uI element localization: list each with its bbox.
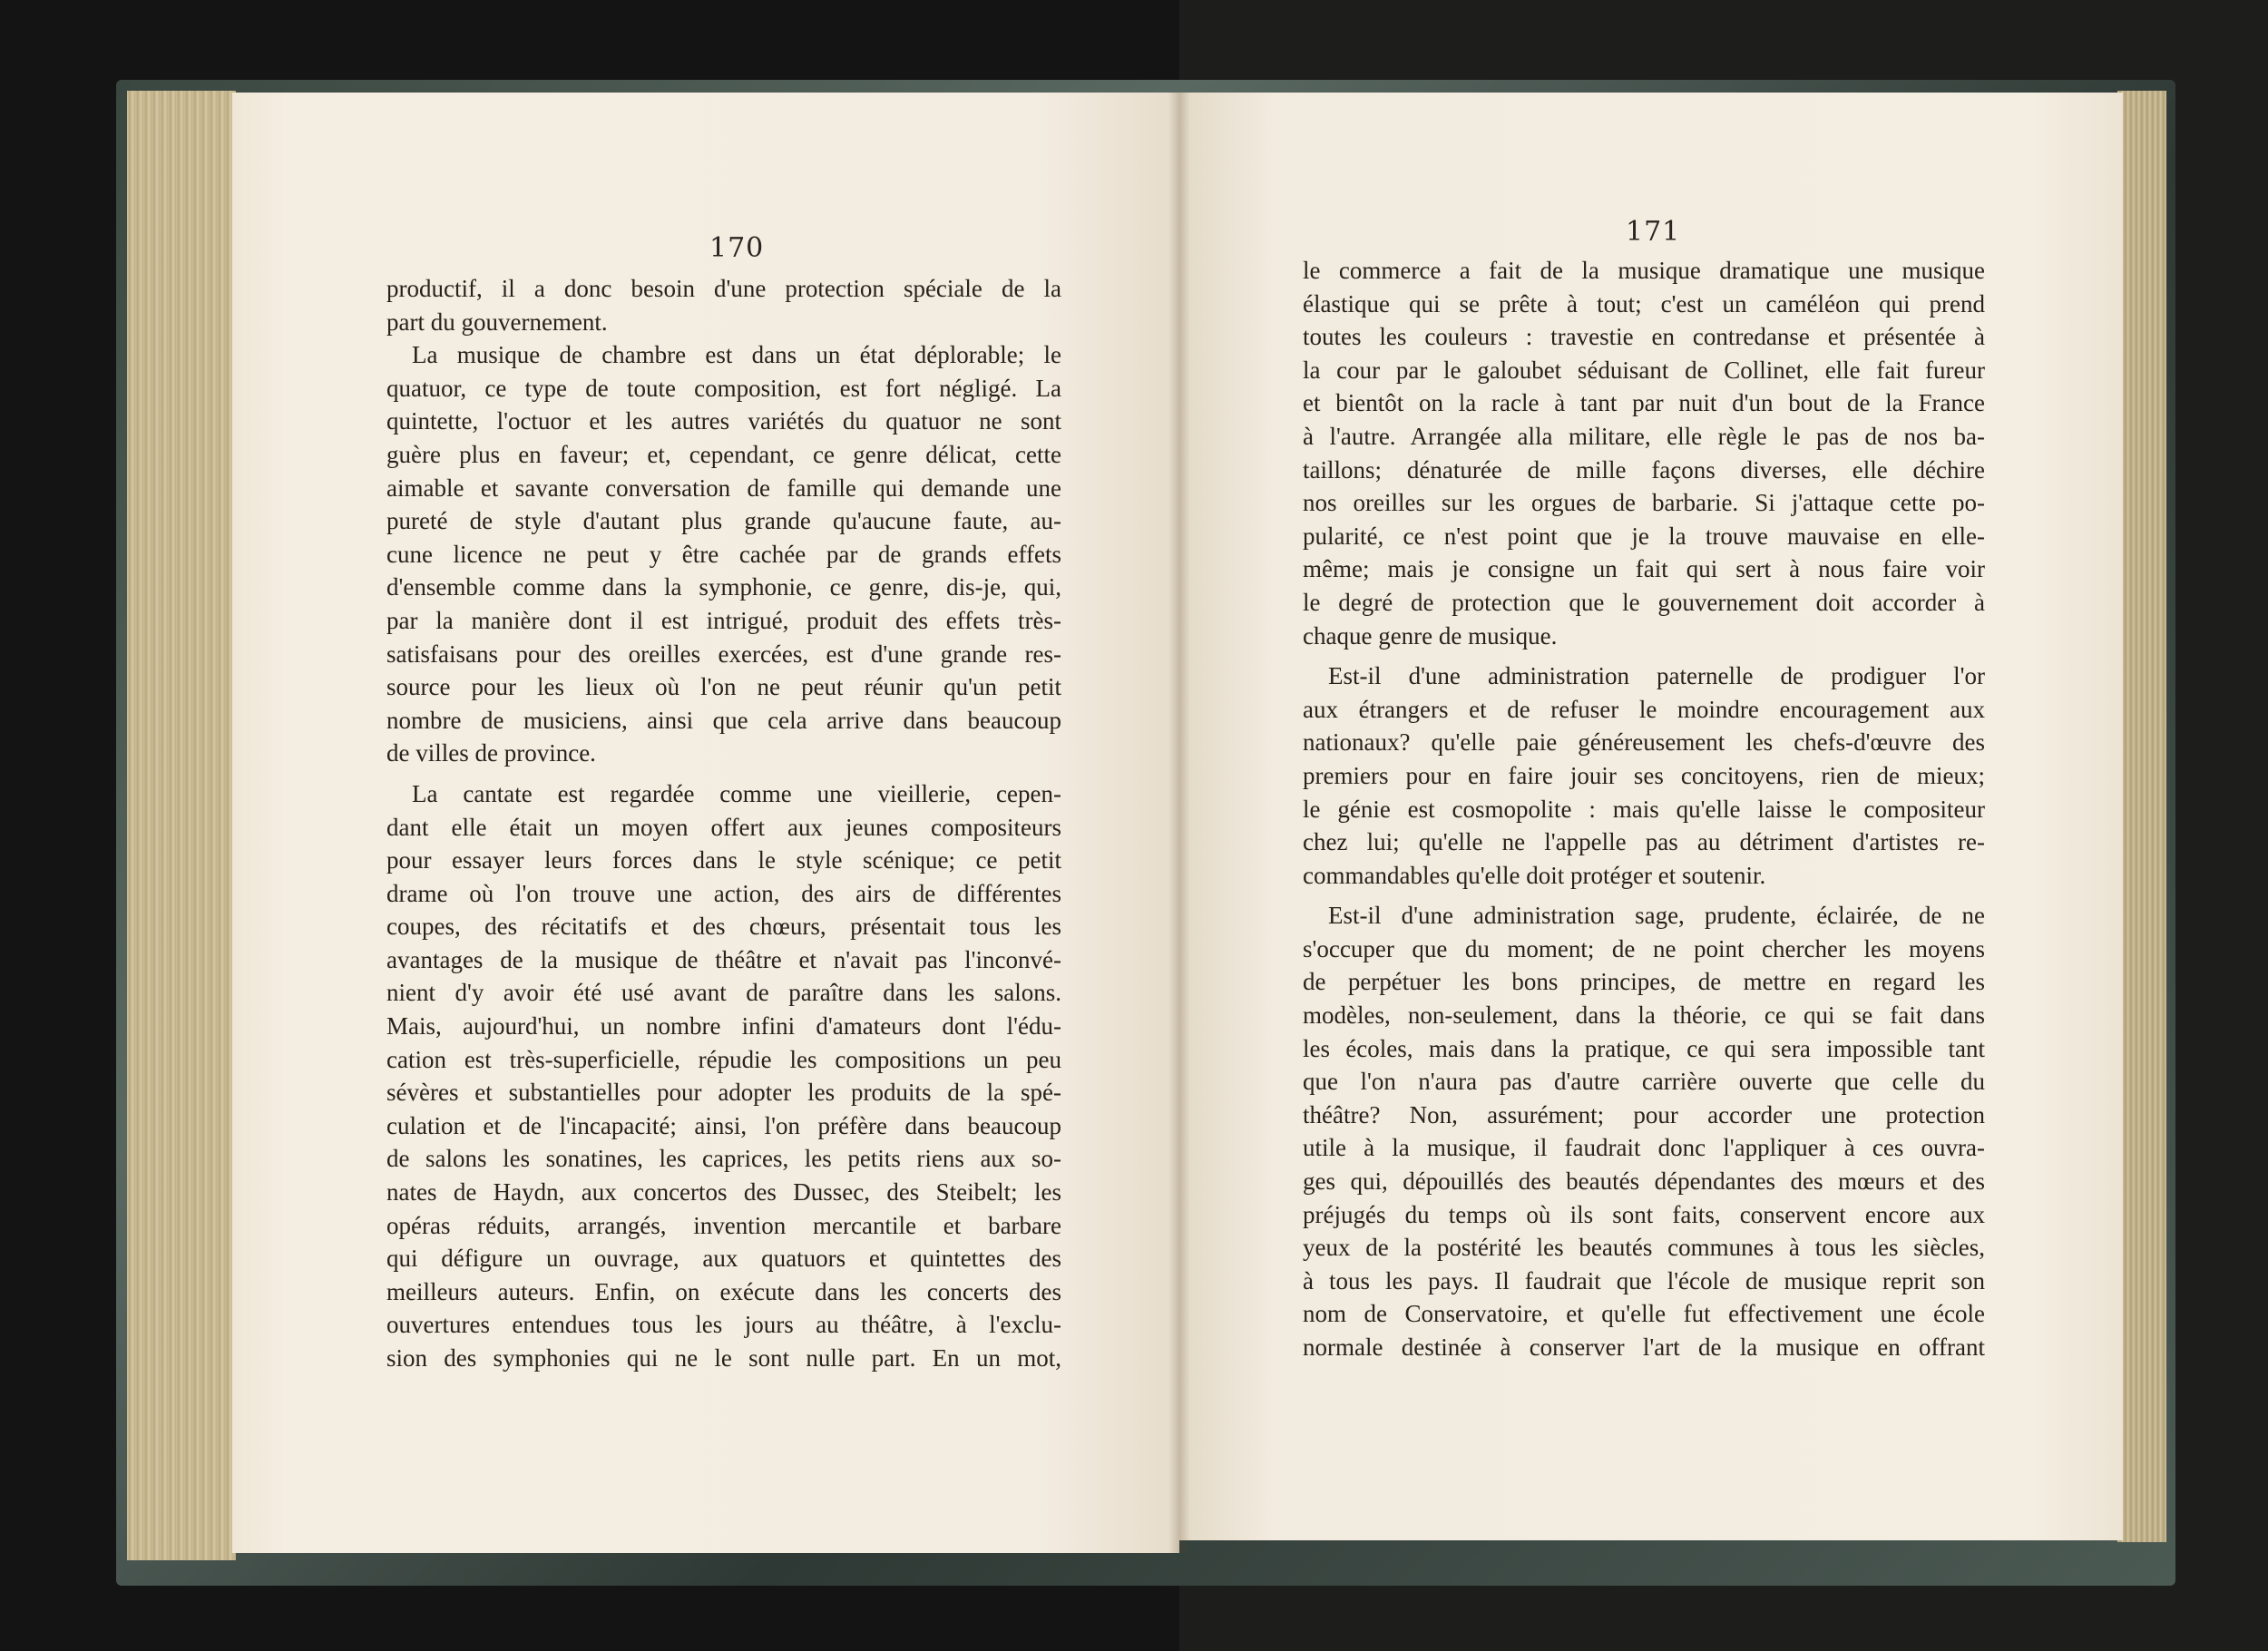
text-line: cune licence ne peut y être cachée par de grands effets [386, 540, 1061, 568]
text-line: ges qui, dépouillés des beautés dépendantes des mœurs et des [1303, 1167, 1985, 1196]
text-line: nates de Haydn, aux concertos des Dussec, des Steibelt; les [386, 1178, 1061, 1206]
text-line: coupes, des récitatifs et des chœurs, présentait tous les [386, 913, 1061, 941]
text-line: théâtre? Non, assurément; pour accorder une protection [1303, 1100, 1985, 1128]
text-line: pularité, ce n'est point que je la trouve mauvaise en elle- [1303, 522, 1985, 550]
text-line: productif, il a donc besoin d'une protection spéciale de la [386, 275, 1061, 302]
text-line: modèles, non-seulement, dans la théorie, ce qui se fait dans [1303, 1001, 1985, 1030]
text-line: chaque genre de musique. [1303, 621, 1558, 650]
text-line: toutes les couleurs : travestie en contredanse et présentée à [1303, 323, 1985, 351]
left-page-text [386, 272, 1061, 1375]
text-line: nom de Conservatoire, et qu'elle fut effectivement une école [1303, 1300, 1985, 1328]
text-line: Est-il d'une administration paternelle de prodiguer l'or [1328, 662, 1985, 690]
text-line: commandables qu'elle doit protéger et soutenir. [1303, 861, 1766, 889]
text-line: nos oreilles sur les orgues de barbarie. Si j'attaque cette po- [1303, 489, 1985, 517]
text-line: pureté de style d'autant plus grande qu'aucune faute, au- [386, 507, 1061, 535]
page-edges-right [2117, 91, 2166, 1542]
text-line: le génie est cosmopolite : mais qu'elle laisse le compositeur [1303, 795, 1985, 823]
text-line: de salons les sonatines, les caprices, les petits riens aux so- [386, 1145, 1061, 1173]
text-line: la cour par le galoubet séduisant de Collinet, elle fait fureur [1303, 356, 1985, 384]
text-line: guère plus en faveur; et, cependant, ce genre délicat, cette [386, 440, 1061, 468]
text-line: par la manière dont il est intrigué, produit des effets très- [386, 606, 1061, 634]
text-line: quatuor, ce type de toute composition, est fort négligé. La [386, 374, 1061, 402]
text-line: les écoles, mais dans la pratique, ce qui sera impossible tant [1303, 1034, 1985, 1062]
text-line: source pour les lieux où l'on ne peut réunir qu'un petit [386, 673, 1061, 701]
text-line: sion des symphonies qui ne le sont nulle part. En un mot, [386, 1344, 1061, 1372]
text-line: premiers pour en faire jouir ses concitoyens, rien de mieux; [1303, 761, 1985, 789]
text-line: à l'autre. Arrangée alla militare, elle règle le pas de nos ba- [1303, 422, 1985, 450]
page-edges-left [127, 91, 236, 1560]
text-line: élastique qui se prête à tout; c'est un caméléon qui prend [1303, 289, 1985, 318]
text-line: cation est très-superficielle, répudie les compositions un peu [386, 1045, 1061, 1073]
text-line: taillons; dénaturée de mille façons diverses, elle déchire [1303, 455, 1985, 484]
text-line: La musique de chambre est dans un état déplorable; le [412, 341, 1061, 369]
text-line: le commerce a fait de la musique dramatique une musique [1303, 257, 1985, 284]
text-line: La cantate est regardée comme une vieillerie, cepen- [412, 779, 1061, 807]
text-line: le degré de protection que le gouvernement doit accorder à [1303, 588, 1985, 616]
page-number-left: 170 [709, 232, 765, 264]
text-line: de villes de province. [386, 739, 596, 767]
text-line: utile à la musique, il faudrait donc l'appliquer à ces ouvra- [1303, 1134, 1985, 1162]
text-line: de perpétuer les bons principes, de mettre en regard les [1303, 968, 1985, 996]
text-line: quintette, l'octuor et les autres variétés du quatuor ne sont [386, 407, 1061, 435]
text-line: ouvertures entendues tous les jours au théâtre, à l'exclu- [386, 1311, 1061, 1339]
text-line: dant elle était un moyen offert aux jeunes compositeurs [386, 813, 1061, 841]
text-line: drame où l'on trouve une action, des airs de différentes [386, 879, 1061, 907]
text-line: Mais, aujourd'hui, un nombre infini d'amateurs dont l'édu- [386, 1012, 1061, 1040]
text-line: aimable et savante conversation de famille qui demande une [386, 474, 1061, 502]
page-number-right: 171 [1626, 216, 1681, 248]
text-line: nient d'y avoir été usé avant de paraître dans les salons. [386, 979, 1061, 1007]
text-line: yeux de la postérité les beautés communes à tous les siècles, [1303, 1234, 1985, 1262]
text-line: chez lui; qu'elle ne l'appelle pas au détriment d'artistes re- [1303, 828, 1985, 856]
text-line: opéras réduits, arrangés, invention mercantile et barbare [386, 1211, 1061, 1239]
text-line: normale destinée à conserver l'art de la musique en offrant [1303, 1334, 1985, 1361]
text-line: s'occuper que du moment; de ne point chercher les moyens [1303, 934, 1985, 962]
text-line: culation et de l'incapacité; ainsi, l'on préfère dans beaucoup [386, 1111, 1061, 1139]
text-line: satisfaisans pour des oreilles exercées, est d'une grande res- [386, 640, 1061, 668]
text-line: préjugés du temps où ils sont faits, conservent encore aux [1303, 1200, 1985, 1228]
text-line: nombre de musiciens, ainsi que cela arrive dans beaucoup [386, 706, 1061, 734]
text-line: Est-il d'une administration sage, prudente, éclairée, de ne [1328, 902, 1985, 930]
text-line: avantages de la musique de théâtre et n'avait pas l'inconvé- [386, 945, 1061, 973]
text-line: à tous les pays. Il faudrait que l'école de musique reprit son [1303, 1266, 1985, 1294]
text-line: nationaux? qu'elle paie généreusement les chefs-d'œuvre des [1303, 728, 1985, 757]
text-line: d'ensemble comme dans la symphonie, ce genre, dis-je, qui, [386, 573, 1061, 601]
text-line: sévères et substantielles pour adopter les produits de la spé- [386, 1079, 1061, 1107]
text-line: même; mais je consigne un fait qui sert à nous faire voir [1303, 555, 1985, 583]
text-line: meilleurs auteurs. Enfin, on exécute dans les concerts des [386, 1277, 1061, 1305]
book-gutter [1168, 93, 1190, 1553]
right-page-text [1303, 254, 1985, 1364]
text-line: aux étrangers et de refuser le moindre encouragement aux [1303, 695, 1985, 723]
text-line: que l'on n'aura pas d'autre carrière ouverte que celle du [1303, 1068, 1985, 1096]
text-line: qui défigure un ouvrage, aux quatuors et quintettes des [386, 1245, 1061, 1273]
text-line: et bientôt on la racle à tant par nuit d'un bout de la France [1303, 389, 1985, 417]
text-line: part du gouvernement. [386, 308, 608, 336]
text-line: pour essayer leurs forces dans le style scénique; ce petit [386, 846, 1061, 874]
